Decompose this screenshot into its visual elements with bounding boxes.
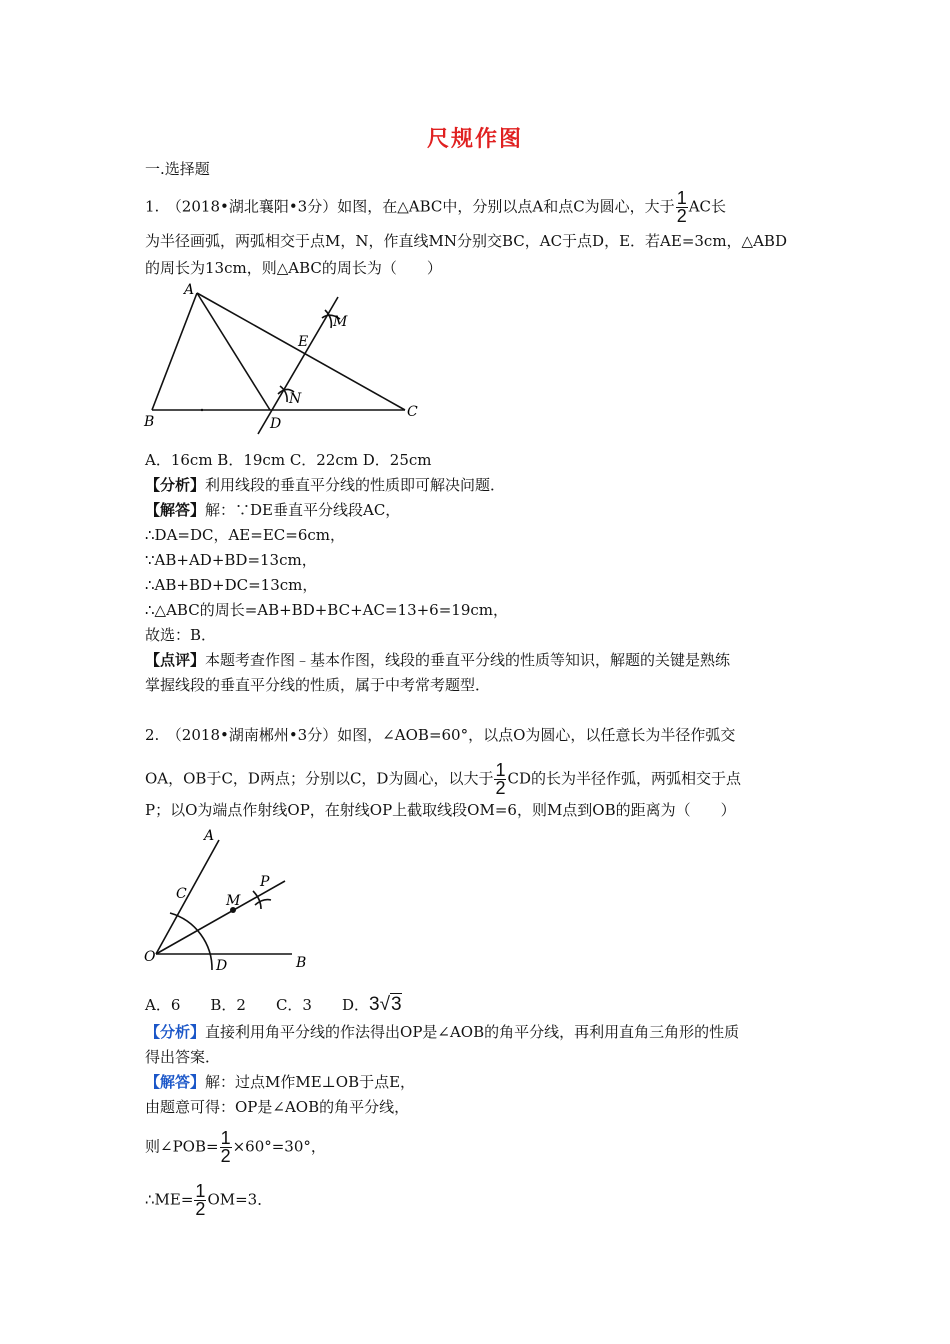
q1-comment-1: 【点评】本题考查作图﹣基本作图，线段的垂直平分线的性质等知识，解题的关键是熟练: [145, 651, 731, 669]
q2-eq2-fraction: $\frac{1}{2}$: [195, 1181, 206, 1219]
q1-label-d: D: [270, 416, 282, 432]
q2-label-m: M: [226, 893, 241, 909]
q2-figure-angle: [140, 820, 320, 975]
q2-answer-2: 由题意可得：OP是∠AOB的角平分线，: [145, 1098, 410, 1116]
q1-label-n: N: [289, 391, 302, 407]
q2-arc-p2: [255, 900, 271, 905]
q2-label-d: D: [216, 958, 228, 974]
q1-label-m: M: [333, 314, 348, 330]
q2-analysis-2: 得出答案．: [145, 1048, 221, 1066]
q1-label-c: C: [407, 404, 418, 420]
q1-answer-4: ∴AB+BD+DC=13cm，: [145, 576, 318, 594]
q1-label-a: A: [184, 282, 195, 298]
q1-line-1: [145, 190, 726, 225]
q1-text-1b: AC长: [688, 197, 727, 216]
q2-equation-1: 则∠POB= $\frac{1}{2}$ ×60°=30°，: [145, 1128, 326, 1166]
q1-fraction: $\frac{1}{2}$: [676, 188, 687, 226]
q1-answer-2: ∴DA=DC，AE=EC=6cm，: [145, 526, 345, 544]
q2-fraction: $\frac{1}{2}$: [495, 760, 506, 798]
q2-line-3: P；以O为端点作射线OP，在射线OP上截取线段OM=6，则M点到OB的距离为（ ）: [145, 801, 736, 819]
q2-arc-p1: [253, 891, 261, 909]
q2-label-c: C: [176, 886, 187, 902]
q2-line-1: 2. （2018•湖南郴州•3分）如图，∠AOB=60°，以点O为圆心，以任意长为半径作弧交: [145, 726, 736, 744]
section-heading: 一.选择题: [145, 160, 210, 178]
q1-answer-1: 【解答】解：∵DE垂直平分线段AC，: [145, 501, 401, 519]
q1-line-2: 为半径画弧，两弧相交于点M，N，作直线MN分别交BC，AC于点D，E．若AE=3cm，△ABD: [145, 232, 787, 250]
q1-label-e: E: [298, 334, 309, 350]
q1-analysis: 【分析】利用线段的垂直平分线的性质即可解决问题．: [145, 476, 506, 494]
page-title: 尺规作图: [426, 126, 523, 152]
q1-answer-5: ∴△ABC的周长=AB+BD+BC+AC=13+6=19cm，: [145, 601, 509, 619]
q2-eq1-fraction: $\frac{1}{2}$: [220, 1128, 231, 1166]
q1-label-b: B: [144, 414, 155, 430]
q1-segment-ad: [197, 293, 270, 410]
q2-label-b: B: [296, 955, 307, 971]
q1-comment-2: 掌握线段的垂直平分线的性质，属于中考常考题型．: [145, 676, 491, 694]
q2-answer-1: 【解答】解：过点M作ME⊥OB于点E，: [145, 1073, 416, 1091]
q2-arc-cd: [170, 913, 212, 970]
q2-label-a: A: [204, 828, 215, 844]
q2-analysis-1: 【分析】直接利用角平分线的作法得出OP是∠AOB的角平分线，再利用直角三角形的性质: [145, 1023, 740, 1041]
q1-figure-triangle: [140, 282, 430, 437]
q1-answer-6: 故选：B．: [145, 626, 217, 644]
q1-options: A．16cm B．19cm C．22cm D．25cm: [145, 451, 432, 469]
q2-options: A．6 B．2 C．3 D．3√3: [145, 994, 402, 1015]
q2-option-d-value: 3√3: [369, 994, 402, 1015]
q1-text-1a: 1. （2018•湖北襄阳•3分）如图，在△ABC中，分别以点A和点C为圆心，大于: [145, 197, 675, 216]
q2-line-2: OA，OB于C，D两点；分别以C，D为圆心，以大于 $\frac{1}{2}$ CD的长为半径作弧，两弧相交于点: [145, 760, 741, 798]
q2-equation-2: ∴ME= $\frac{1}{2}$ OM=3．: [145, 1181, 273, 1219]
q1-segment-ab: [152, 293, 197, 410]
q1-answer-3: ∵AB+AD+BD=13cm，: [145, 551, 317, 569]
q1-line-3: 的周长为13cm，则△ABC的周长为（ ）: [145, 259, 442, 277]
q2-label-o: O: [144, 949, 156, 965]
q2-label-p: P: [260, 874, 270, 890]
